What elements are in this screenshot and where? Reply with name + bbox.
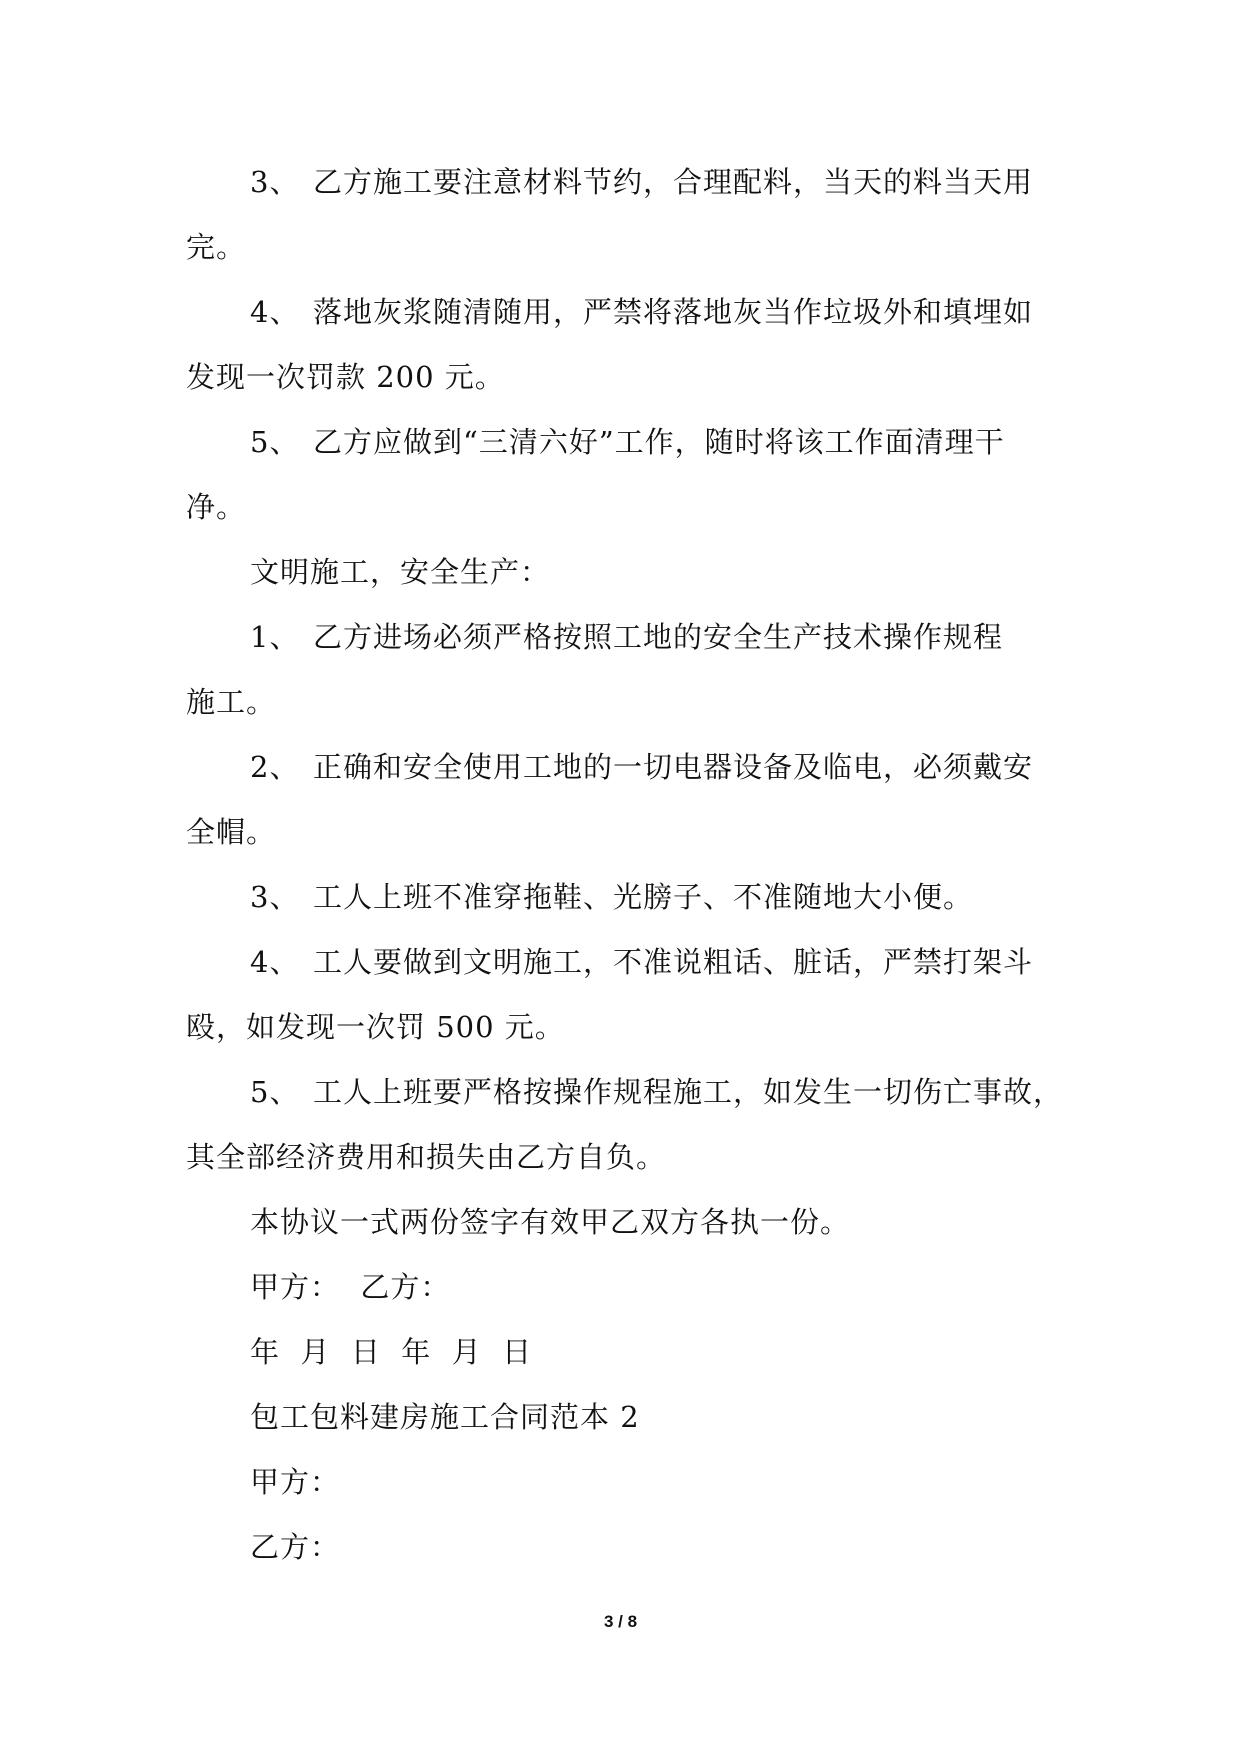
- clause-number: 5、: [250, 1075, 300, 1109]
- clause-number: 4、: [250, 295, 300, 329]
- document-title: 包工包料建房施工合同范本 2: [250, 1400, 640, 1434]
- party-label: 甲方：: [250, 1465, 341, 1499]
- clause-text: 乙方进场必须严格按照工地的安全生产技术操作规程: [313, 620, 1004, 654]
- clause-text: 发现一次罚款 200 元。: [186, 360, 505, 394]
- clause-text: 净。: [186, 490, 247, 524]
- clause-text: 乙方施工要注意材料节约，合理配料，当天的料当天用: [313, 165, 1034, 199]
- clause-text: 工人上班要严格按操作规程施工，如发生一切伤亡事故，: [313, 1075, 1064, 1109]
- safety-clause-1: [250, 617, 1003, 657]
- clause-3-continuation: [186, 227, 246, 267]
- contract-template-2-title: [250, 1397, 640, 1437]
- clause-text: 工人要做到文明施工，不准说粗话、脏话，严禁打架斗: [313, 945, 1034, 979]
- clause-number: 1、: [250, 620, 300, 654]
- clause-3-material-saving: [250, 162, 1033, 202]
- clause-text: 工人上班不准穿拖鞋、光膀子、不准随地大小便。: [313, 880, 974, 914]
- party-a-label: [250, 1462, 340, 1502]
- clause-number: 3、: [250, 165, 300, 199]
- safety-clause-4: [250, 942, 1033, 982]
- safety-clause-5-continuation: [186, 1137, 666, 1177]
- signature-line: 甲方： 乙方：: [250, 1270, 451, 1304]
- clause-4-continuation: [186, 357, 505, 397]
- clause-text: 其全部经济费用和损失由乙方自负。: [186, 1140, 667, 1174]
- safety-clause-3: [250, 877, 973, 917]
- section-heading: 文明施工，安全生产：: [250, 555, 551, 589]
- safety-clause-2: [250, 747, 1033, 787]
- clause-number: 5、: [250, 425, 300, 459]
- section-heading-safety: [250, 552, 550, 592]
- clause-5-cleanliness: [250, 422, 1005, 462]
- paragraph-text: 本协议一式两份签字有效甲乙双方各执一份。: [250, 1205, 851, 1239]
- safety-clause-4-continuation: [186, 1007, 565, 1047]
- party-label: 乙方：: [250, 1530, 341, 1564]
- agreement-copies-note: [250, 1202, 850, 1242]
- clause-number: 2、: [250, 750, 300, 784]
- clause-text: 乙方应做到“三清六好”工作，随时将该工作面清理干: [313, 425, 1005, 459]
- signature-parties: [250, 1267, 450, 1307]
- clause-text: 正确和安全使用工地的一切电器设备及临电，必须戴安: [313, 750, 1034, 784]
- clause-text: 全帽。: [186, 815, 277, 849]
- clause-text: 施工。: [186, 685, 277, 719]
- clause-number: 3、: [250, 880, 300, 914]
- clause-5-continuation: [186, 487, 246, 527]
- safety-clause-1-continuation: [186, 682, 276, 722]
- clause-4-mortar: [250, 292, 1033, 332]
- clause-number: 4、: [250, 945, 300, 979]
- safety-clause-2-continuation: [186, 812, 276, 852]
- clause-text: 落地灰浆随清随用，严禁将落地灰当作垃圾外和填埋如: [313, 295, 1034, 329]
- date-line: 年 月 日 年 月 日: [250, 1335, 533, 1369]
- signature-dates: [250, 1332, 532, 1372]
- safety-clause-5: [250, 1072, 1063, 1112]
- party-b-label: [250, 1527, 340, 1567]
- clause-text: 完。: [186, 230, 247, 264]
- clause-text: 殴，如发现一次罚 500 元。: [186, 1010, 565, 1044]
- page-number: 3 / 8: [603, 1612, 638, 1631]
